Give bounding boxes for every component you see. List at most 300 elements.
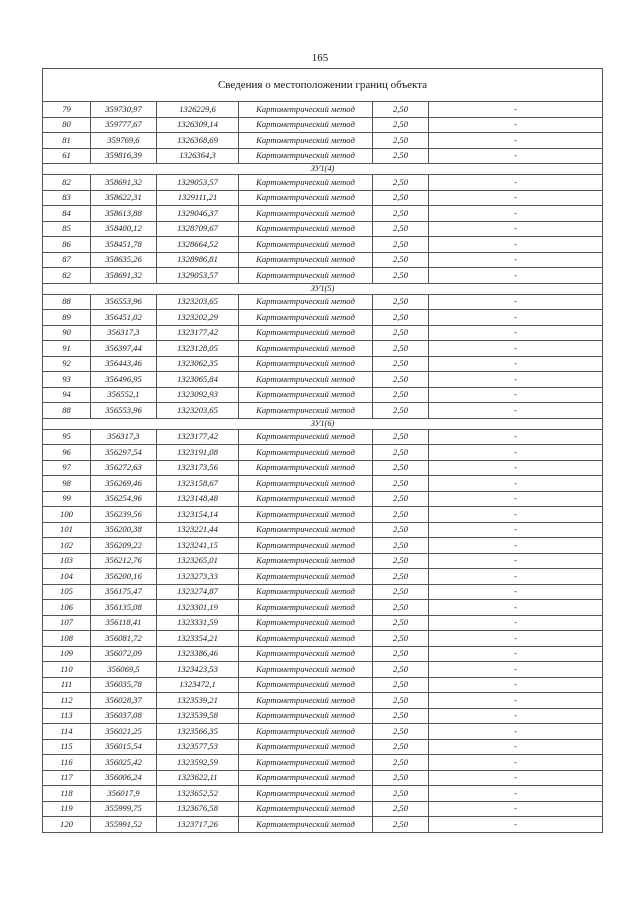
- method-cell: Картометрический метод: [239, 356, 373, 372]
- note-cell: -: [429, 553, 603, 569]
- boundary-table: [42, 68, 603, 833]
- coord-y-cell: 1329053,57: [157, 175, 239, 191]
- point-number-cell: 79: [43, 102, 91, 118]
- table-row: [43, 206, 603, 222]
- coord-y-cell: 1323202,29: [157, 310, 239, 326]
- coord-x-cell: 356135,08: [91, 600, 157, 616]
- accuracy-cell: 2,50: [373, 615, 429, 631]
- accuracy-cell: 2,50: [373, 133, 429, 149]
- note-cell: -: [429, 221, 603, 237]
- accuracy-cell: 2,50: [373, 739, 429, 755]
- table-row: [43, 786, 603, 802]
- point-number-cell: 93: [43, 372, 91, 388]
- accuracy-cell: 2,50: [373, 491, 429, 507]
- coord-x-cell: 356317,3: [91, 429, 157, 445]
- note-cell: -: [429, 491, 603, 507]
- accuracy-cell: 2,50: [373, 117, 429, 133]
- table-row: [43, 491, 603, 507]
- point-number-cell: 94: [43, 387, 91, 403]
- accuracy-cell: 2,50: [373, 631, 429, 647]
- coord-x-cell: 356069,5: [91, 662, 157, 678]
- coord-x-cell: 359769,6: [91, 133, 157, 149]
- table-row: [43, 190, 603, 206]
- note-cell: -: [429, 372, 603, 388]
- coord-x-cell: 356212,76: [91, 553, 157, 569]
- method-cell: Картометрический метод: [239, 693, 373, 709]
- method-cell: Картометрический метод: [239, 387, 373, 403]
- note-cell: -: [429, 206, 603, 222]
- note-cell: -: [429, 677, 603, 693]
- method-cell: Картометрический метод: [239, 755, 373, 771]
- accuracy-cell: 2,50: [373, 206, 429, 222]
- coord-x-cell: 358451,78: [91, 237, 157, 253]
- method-cell: Картометрический метод: [239, 403, 373, 419]
- coord-y-cell: 1323539,58: [157, 708, 239, 724]
- coord-x-cell: 356021,25: [91, 724, 157, 740]
- point-number-cell: 107: [43, 615, 91, 631]
- point-number-cell: 99: [43, 491, 91, 507]
- point-number-cell: 84: [43, 206, 91, 222]
- note-cell: -: [429, 507, 603, 523]
- method-cell: Картометрический метод: [239, 102, 373, 118]
- note-cell: -: [429, 133, 603, 149]
- table-row: [43, 755, 603, 771]
- accuracy-cell: 2,50: [373, 325, 429, 341]
- accuracy-cell: 2,50: [373, 310, 429, 326]
- coord-x-cell: 356118,41: [91, 615, 157, 631]
- note-cell: -: [429, 584, 603, 600]
- coord-y-cell: 1328709,67: [157, 221, 239, 237]
- table-row: [43, 569, 603, 585]
- note-cell: -: [429, 662, 603, 678]
- method-cell: Картометрический метод: [239, 133, 373, 149]
- table-row: [43, 237, 603, 253]
- coord-y-cell: 1323676,58: [157, 801, 239, 817]
- coord-x-cell: 356200,38: [91, 522, 157, 538]
- coord-y-cell: 1323128,05: [157, 341, 239, 357]
- accuracy-cell: 2,50: [373, 341, 429, 357]
- table-row: [43, 102, 603, 118]
- method-cell: Картометрический метод: [239, 117, 373, 133]
- coord-x-cell: 359777,67: [91, 117, 157, 133]
- accuracy-cell: 2,50: [373, 600, 429, 616]
- coord-y-cell: 1323177,42: [157, 325, 239, 341]
- point-number-cell: 88: [43, 403, 91, 419]
- method-cell: Картометрический метод: [239, 662, 373, 678]
- boundary-table-body: [43, 69, 603, 833]
- coord-y-cell: 1323158,67: [157, 476, 239, 492]
- method-cell: Картометрический метод: [239, 522, 373, 538]
- method-cell: Картометрический метод: [239, 341, 373, 357]
- method-cell: Картометрический метод: [239, 206, 373, 222]
- point-number-cell: 102: [43, 538, 91, 554]
- point-number-cell: 108: [43, 631, 91, 647]
- accuracy-cell: 2,50: [373, 553, 429, 569]
- coord-y-cell: 1326368,69: [157, 133, 239, 149]
- method-cell: Картометрический метод: [239, 631, 373, 647]
- method-cell: Картометрический метод: [239, 460, 373, 476]
- point-number-cell: 109: [43, 646, 91, 662]
- point-number-cell: 117: [43, 770, 91, 786]
- table-row: [43, 662, 603, 678]
- accuracy-cell: 2,50: [373, 522, 429, 538]
- table-row: [43, 252, 603, 268]
- coord-y-cell: 1323065,84: [157, 372, 239, 388]
- method-cell: Картометрический метод: [239, 770, 373, 786]
- accuracy-cell: 2,50: [373, 356, 429, 372]
- table-row: [43, 356, 603, 372]
- coord-y-cell: 1323577,53: [157, 739, 239, 755]
- note-cell: -: [429, 739, 603, 755]
- coord-y-cell: 1323622,11: [157, 770, 239, 786]
- accuracy-cell: 2,50: [373, 387, 429, 403]
- point-number-cell: 111: [43, 677, 91, 693]
- coord-y-cell: 1323331,59: [157, 615, 239, 631]
- coord-y-cell: 1323062,35: [157, 356, 239, 372]
- method-cell: Картометрический метод: [239, 252, 373, 268]
- coord-x-cell: 358613,88: [91, 206, 157, 222]
- note-cell: -: [429, 310, 603, 326]
- note-cell: -: [429, 724, 603, 740]
- coord-y-cell: 1329111,21: [157, 190, 239, 206]
- coord-x-cell: 359816,39: [91, 148, 157, 164]
- coord-x-cell: 356239,56: [91, 507, 157, 523]
- table-row: [43, 584, 603, 600]
- coord-y-cell: 1323472,1: [157, 677, 239, 693]
- accuracy-cell: 2,50: [373, 724, 429, 740]
- note-cell: -: [429, 148, 603, 164]
- coord-y-cell: 1326364,3: [157, 148, 239, 164]
- point-number-cell: 83: [43, 190, 91, 206]
- coord-y-cell: 1323265,01: [157, 553, 239, 569]
- note-cell: -: [429, 325, 603, 341]
- point-number-cell: 120: [43, 817, 91, 833]
- table-row: [43, 646, 603, 662]
- point-number-cell: 87: [43, 252, 91, 268]
- coord-x-cell: 355999,75: [91, 801, 157, 817]
- point-number-cell: 90: [43, 325, 91, 341]
- note-cell: -: [429, 445, 603, 461]
- note-cell: -: [429, 403, 603, 419]
- table-row: [43, 553, 603, 569]
- coord-x-cell: 356297,54: [91, 445, 157, 461]
- accuracy-cell: 2,50: [373, 677, 429, 693]
- method-cell: Картометрический метод: [239, 817, 373, 833]
- table-row: [43, 739, 603, 755]
- coord-x-cell: 356317,3: [91, 325, 157, 341]
- point-number-cell: 97: [43, 460, 91, 476]
- accuracy-cell: 2,50: [373, 817, 429, 833]
- coord-y-cell: 1323177,42: [157, 429, 239, 445]
- coord-x-cell: 355991,52: [91, 817, 157, 833]
- note-cell: -: [429, 522, 603, 538]
- point-number-cell: 116: [43, 755, 91, 771]
- coord-y-cell: 1329046,37: [157, 206, 239, 222]
- point-number-cell: 119: [43, 801, 91, 817]
- point-number-cell: 100: [43, 507, 91, 523]
- coord-x-cell: 356015,54: [91, 739, 157, 755]
- coord-y-cell: 1323592,59: [157, 755, 239, 771]
- note-cell: -: [429, 252, 603, 268]
- coord-x-cell: 356025,42: [91, 755, 157, 771]
- point-number-cell: 92: [43, 356, 91, 372]
- coord-x-cell: 356035,78: [91, 677, 157, 693]
- coord-x-cell: 358691,32: [91, 268, 157, 284]
- coord-y-cell: 1323173,56: [157, 460, 239, 476]
- table-row: [43, 538, 603, 554]
- accuracy-cell: 2,50: [373, 538, 429, 554]
- table-row: [43, 325, 603, 341]
- table-row: [43, 148, 603, 164]
- accuracy-cell: 2,50: [373, 786, 429, 802]
- point-number-cell: 104: [43, 569, 91, 585]
- note-cell: -: [429, 117, 603, 133]
- method-cell: Картометрический метод: [239, 476, 373, 492]
- accuracy-cell: 2,50: [373, 770, 429, 786]
- boundary-table-container: [42, 68, 602, 833]
- note-cell: -: [429, 817, 603, 833]
- note-cell: -: [429, 708, 603, 724]
- method-cell: Картометрический метод: [239, 615, 373, 631]
- point-number-cell: 115: [43, 739, 91, 755]
- table-row: [43, 310, 603, 326]
- accuracy-cell: 2,50: [373, 372, 429, 388]
- point-number-cell: 80: [43, 117, 91, 133]
- table-row: [43, 615, 603, 631]
- method-cell: Картометрический метод: [239, 646, 373, 662]
- table-row: [43, 429, 603, 445]
- accuracy-cell: 2,50: [373, 801, 429, 817]
- table-row: [43, 724, 603, 740]
- table-row: [43, 801, 603, 817]
- coord-y-cell: 1323386,46: [157, 646, 239, 662]
- point-number-cell: 86: [43, 237, 91, 253]
- method-cell: Картометрический метод: [239, 538, 373, 554]
- note-cell: -: [429, 600, 603, 616]
- coord-x-cell: 358691,32: [91, 175, 157, 191]
- table-row: [43, 476, 603, 492]
- point-number-cell: 103: [43, 553, 91, 569]
- point-number-cell: 82: [43, 175, 91, 191]
- coord-y-cell: 1323148,48: [157, 491, 239, 507]
- method-cell: Картометрический метод: [239, 507, 373, 523]
- coord-y-cell: 1323092,93: [157, 387, 239, 403]
- accuracy-cell: 2,50: [373, 102, 429, 118]
- coord-x-cell: 356553,96: [91, 403, 157, 419]
- method-cell: Картометрический метод: [239, 739, 373, 755]
- coord-y-cell: 1328986,81: [157, 252, 239, 268]
- point-number-cell: 113: [43, 708, 91, 724]
- coord-x-cell: 356451,02: [91, 310, 157, 326]
- method-cell: Картометрический метод: [239, 569, 373, 585]
- accuracy-cell: 2,50: [373, 175, 429, 191]
- accuracy-cell: 2,50: [373, 646, 429, 662]
- method-cell: Картометрический метод: [239, 221, 373, 237]
- accuracy-cell: 2,50: [373, 476, 429, 492]
- method-cell: Картометрический метод: [239, 584, 373, 600]
- table-row: [43, 341, 603, 357]
- accuracy-cell: 2,50: [373, 148, 429, 164]
- coord-y-cell: 1323423,53: [157, 662, 239, 678]
- table-row: [43, 507, 603, 523]
- point-number-cell: 61: [43, 148, 91, 164]
- point-number-cell: 101: [43, 522, 91, 538]
- coord-x-cell: 358622,31: [91, 190, 157, 206]
- coord-y-cell: 1323539,21: [157, 693, 239, 709]
- coord-x-cell: 356072,09: [91, 646, 157, 662]
- point-number-cell: 114: [43, 724, 91, 740]
- coord-x-cell: 356443,46: [91, 356, 157, 372]
- coord-y-cell: 1326229,6: [157, 102, 239, 118]
- point-number-cell: 112: [43, 693, 91, 709]
- section-label: ЗУ1(6): [43, 418, 603, 429]
- page-number: 165: [311, 52, 329, 64]
- point-number-cell: 89: [43, 310, 91, 326]
- point-number-cell: 110: [43, 662, 91, 678]
- accuracy-cell: 2,50: [373, 190, 429, 206]
- coord-x-cell: 356254,96: [91, 491, 157, 507]
- accuracy-cell: 2,50: [373, 708, 429, 724]
- note-cell: -: [429, 693, 603, 709]
- coord-x-cell: 356081,72: [91, 631, 157, 647]
- note-cell: -: [429, 476, 603, 492]
- table-row: [43, 631, 603, 647]
- method-cell: Картометрический метод: [239, 325, 373, 341]
- table-row: [43, 677, 603, 693]
- coord-y-cell: 1323274,87: [157, 584, 239, 600]
- table-row: [43, 460, 603, 476]
- coord-x-cell: 356017,9: [91, 786, 157, 802]
- method-cell: Картометрический метод: [239, 677, 373, 693]
- table-row: [43, 708, 603, 724]
- method-cell: Картометрический метод: [239, 600, 373, 616]
- coord-y-cell: 1323203,65: [157, 403, 239, 419]
- table-row: [43, 693, 603, 709]
- coord-y-cell: 1323301,19: [157, 600, 239, 616]
- note-cell: -: [429, 190, 603, 206]
- coord-x-cell: 356209,22: [91, 538, 157, 554]
- note-cell: -: [429, 615, 603, 631]
- table-row: [43, 387, 603, 403]
- point-number-cell: 82: [43, 268, 91, 284]
- table-row: [43, 294, 603, 310]
- note-cell: -: [429, 646, 603, 662]
- method-cell: Картометрический метод: [239, 708, 373, 724]
- section-row: [43, 418, 603, 429]
- table-row: [43, 817, 603, 833]
- section-row: [43, 283, 603, 294]
- note-cell: -: [429, 175, 603, 191]
- point-number-cell: 105: [43, 584, 91, 600]
- coord-y-cell: 1323221,44: [157, 522, 239, 538]
- method-cell: Картометрический метод: [239, 801, 373, 817]
- coord-x-cell: 356552,1: [91, 387, 157, 403]
- coord-y-cell: 1323241,15: [157, 538, 239, 554]
- accuracy-cell: 2,50: [373, 221, 429, 237]
- coord-x-cell: 356269,46: [91, 476, 157, 492]
- note-cell: -: [429, 770, 603, 786]
- coord-y-cell: 1323652,52: [157, 786, 239, 802]
- table-title-row: [43, 69, 603, 102]
- coord-x-cell: 356397,44: [91, 341, 157, 357]
- section-label: ЗУ1(5): [43, 283, 603, 294]
- coord-y-cell: 1323566,35: [157, 724, 239, 740]
- coord-y-cell: 1328664,52: [157, 237, 239, 253]
- point-number-cell: 96: [43, 445, 91, 461]
- coord-y-cell: 1323191,08: [157, 445, 239, 461]
- accuracy-cell: 2,50: [373, 507, 429, 523]
- section-row: [43, 164, 603, 175]
- note-cell: -: [429, 237, 603, 253]
- note-cell: -: [429, 755, 603, 771]
- point-number-cell: 81: [43, 133, 91, 149]
- coord-y-cell: 1323354,21: [157, 631, 239, 647]
- note-cell: -: [429, 538, 603, 554]
- note-cell: -: [429, 460, 603, 476]
- accuracy-cell: 2,50: [373, 252, 429, 268]
- note-cell: -: [429, 102, 603, 118]
- method-cell: Картометрический метод: [239, 175, 373, 191]
- table-row: [43, 221, 603, 237]
- method-cell: Картометрический метод: [239, 553, 373, 569]
- table-row: [43, 770, 603, 786]
- table-row: [43, 372, 603, 388]
- point-number-cell: 88: [43, 294, 91, 310]
- accuracy-cell: 2,50: [373, 755, 429, 771]
- point-number-cell: 106: [43, 600, 91, 616]
- table-title: Сведения о местоположении границ объекта: [43, 69, 603, 102]
- note-cell: -: [429, 786, 603, 802]
- table-row: [43, 175, 603, 191]
- coord-x-cell: 356006,24: [91, 770, 157, 786]
- accuracy-cell: 2,50: [373, 662, 429, 678]
- method-cell: Картометрический метод: [239, 491, 373, 507]
- coord-x-cell: 356028,37: [91, 693, 157, 709]
- method-cell: Картометрический метод: [239, 724, 373, 740]
- accuracy-cell: 2,50: [373, 569, 429, 585]
- coord-y-cell: 1323203,65: [157, 294, 239, 310]
- coord-x-cell: 356200,16: [91, 569, 157, 585]
- coord-y-cell: 1326309,14: [157, 117, 239, 133]
- note-cell: -: [429, 387, 603, 403]
- note-cell: -: [429, 631, 603, 647]
- accuracy-cell: 2,50: [373, 693, 429, 709]
- note-cell: -: [429, 294, 603, 310]
- note-cell: -: [429, 356, 603, 372]
- note-cell: -: [429, 429, 603, 445]
- point-number-cell: 85: [43, 221, 91, 237]
- coord-x-cell: 358635,26: [91, 252, 157, 268]
- method-cell: Картометрический метод: [239, 237, 373, 253]
- coord-x-cell: 358400,12: [91, 221, 157, 237]
- accuracy-cell: 2,50: [373, 268, 429, 284]
- method-cell: Картометрический метод: [239, 268, 373, 284]
- accuracy-cell: 2,50: [373, 584, 429, 600]
- table-row: [43, 445, 603, 461]
- point-number-cell: 91: [43, 341, 91, 357]
- point-number-cell: 118: [43, 786, 91, 802]
- table-row: [43, 133, 603, 149]
- accuracy-cell: 2,50: [373, 294, 429, 310]
- method-cell: Картометрический метод: [239, 310, 373, 326]
- table-row: [43, 268, 603, 284]
- section-label: ЗУ1(4): [43, 164, 603, 175]
- coord-x-cell: 356496,95: [91, 372, 157, 388]
- point-number-cell: 95: [43, 429, 91, 445]
- accuracy-cell: 2,50: [373, 445, 429, 461]
- note-cell: -: [429, 268, 603, 284]
- coord-y-cell: 1323717,26: [157, 817, 239, 833]
